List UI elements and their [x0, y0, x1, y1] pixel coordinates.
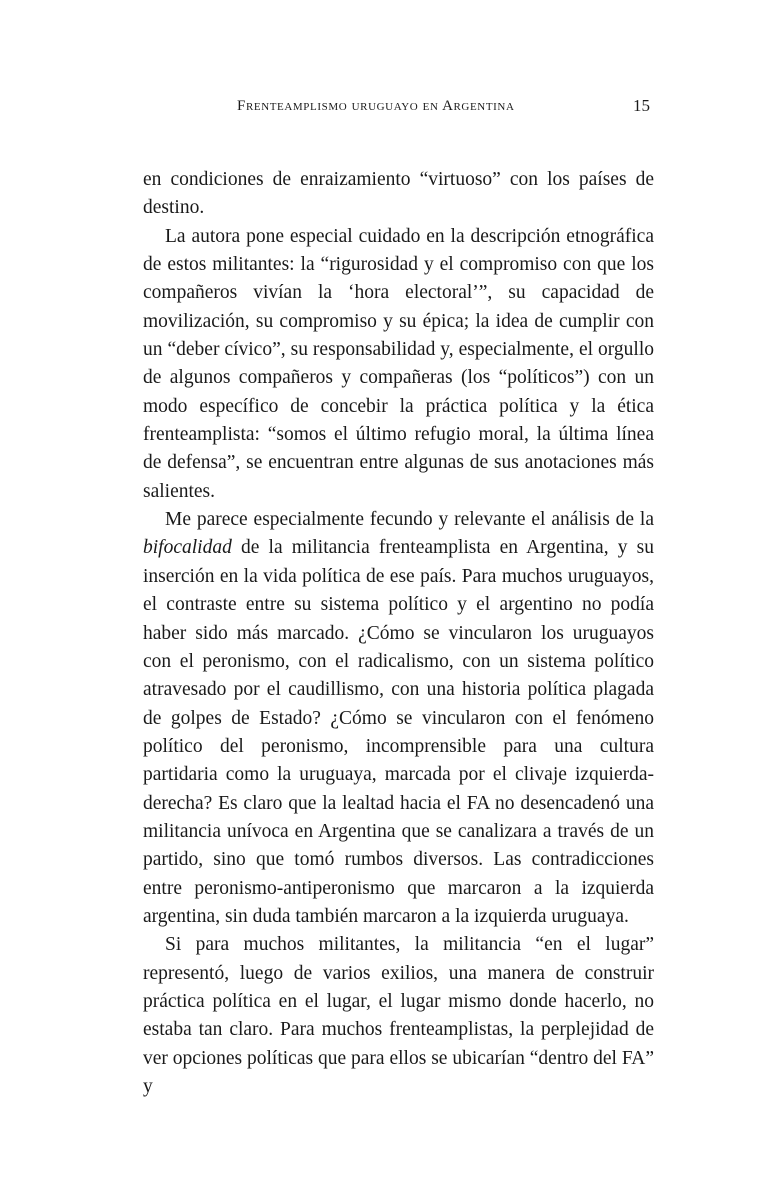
- running-head: [0, 98, 765, 122]
- paragraph-militancy-in-place: Si para muchos militantes, la militancia “en el lugar” representó, luego de varios exilios, una manera de construir práctica política en el lugar, el lugar mismo donde hacerlo, no estaba tan claro. Para muchos frenteamplistas, la perplejidad de ver opciones políticas que para ellos se ubicarían “dentro del FA” y: [143, 934, 654, 1097]
- paragraph-bifocality-rest: de la militancia frenteamplista en Argentina, y su inserción en la vida política de ese país. Para muchos uruguayos, el contraste entre su sistema político y el argentino no podía haber sido más marcado. ¿Cómo se vincularon los uruguayos con el peronismo, con el radicalismo, con un sistema político atravesado por el caudillismo, con una historia política plagada de golpes de Estado? ¿Cómo se vincularon con el fenómeno político del peronismo, incomprensible para una cultura partidaria como la uruguaya, marcada por el clivaje izquierda-derecha? Es claro que la lealtad hacia el FA no desencadenó una militancia unívoca en Argentina que se canalizara a través de un partido, sino que tomó rumbos diversos. Las contradicciones entre peronismo-antiperonismo que marcaron a la izquierda argentina, sin duda también marcaron a la izquierda uruguaya.: [143, 537, 654, 927]
- page-number: 15: [633, 96, 650, 115]
- running-title: Frenteamplismo uruguayo en Argentina: [237, 98, 515, 114]
- body-text: [143, 166, 654, 1101]
- paragraph-bifocality: [143, 506, 654, 931]
- paragraph-ethnographic-description: La autora pone especial cuidado en la descripción etnográfica de estos militantes: la “rigurosidad y el compromiso con que los compañeros vivían la ‘hora electoral’”, su capacidad de movilización, su compromiso y su épica; la idea de cumplir con un “deber cívico”, su responsabilidad y, especialmente, el orgullo de algunos compañeros y compañeras (los “políticos”) con un modo específico de concebir la práctica política y la ética frenteamplista: “somos el último refugio moral, la última línea de defensa”, se encuentran entre algunas de sus anotaciones más salientes.: [143, 225, 654, 502]
- paragraph-continuation: en condiciones de enraizamiento “virtuoso” con los países de destino.: [143, 169, 654, 219]
- paragraph-bifocality-start: Me parece especialmente fecundo y relevante el análisis de la: [165, 509, 654, 531]
- italic-term-bifocalidad: bifocalidad: [143, 537, 232, 559]
